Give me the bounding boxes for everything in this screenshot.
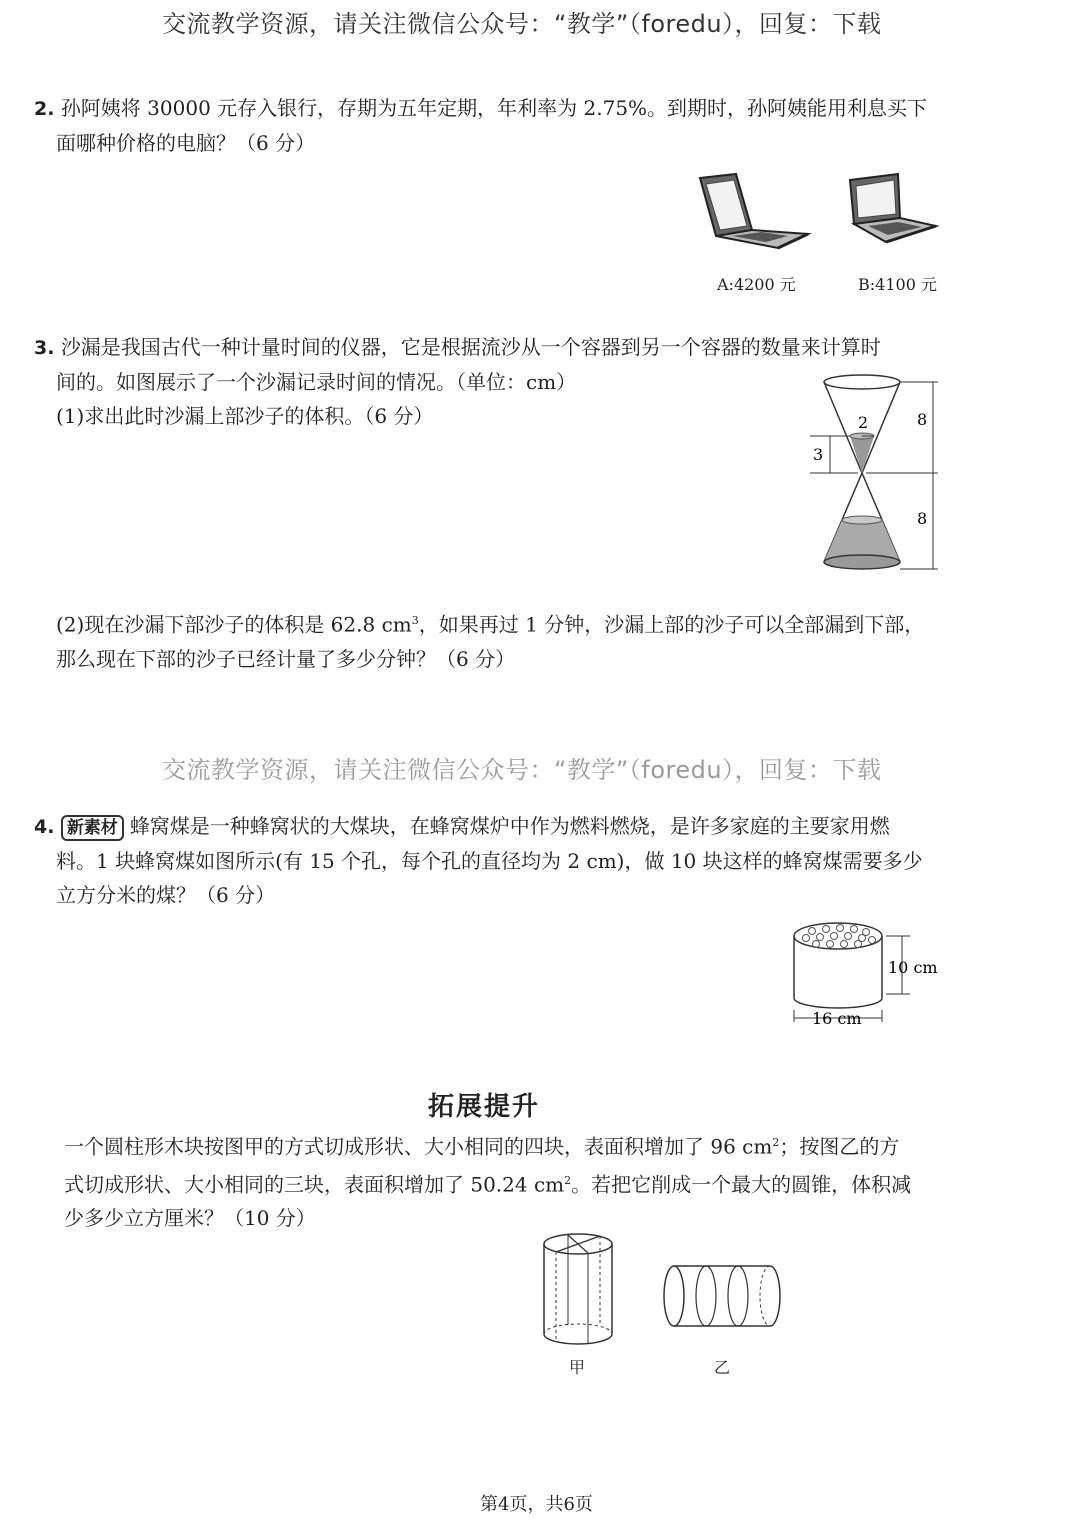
figure-b-label: 乙 bbox=[714, 1358, 731, 1377]
laptop-a-price: A:4200 元 bbox=[717, 275, 796, 294]
question-4-line-2: 料。1 块蜂窝煤如图所示(有 15 个孔，每个孔的直径均为 2 cm)，做 10 块这样的蜂窝煤需要多少 bbox=[56, 849, 923, 873]
question-2-number: 2. bbox=[34, 98, 55, 120]
extension-text-1a: 一个圆柱形木块按图甲的方式切成形状、大小相同的四块，表面积增加了 96 cm bbox=[64, 1134, 773, 1159]
question-3-part-2-text-a: (2)现在沙漏下部沙子的体积是 62.8 cm bbox=[56, 612, 412, 637]
question-3 bbox=[34, 330, 881, 433]
extension-line-1 bbox=[64, 1126, 911, 1164]
extension-text-1b: ；按图乙的方 bbox=[779, 1134, 900, 1159]
question-3-part-2-line-1 bbox=[56, 604, 924, 642]
honeycomb-briquette-figure bbox=[786, 918, 946, 1030]
hourglass-sand-height-label: 3 bbox=[813, 445, 824, 464]
briquette-height-label: 10 cm bbox=[888, 958, 938, 977]
cylinder-figure-b bbox=[660, 1262, 784, 1332]
question-2-line-1 bbox=[34, 91, 927, 126]
extension-text-2a: 式切成形状、大小相同的三块，表面积增加了 50.24 cm bbox=[64, 1172, 565, 1197]
question-3-part-1: (1)求出此时沙漏上部沙子的体积。（6 分） bbox=[56, 404, 434, 428]
question-3-text-1: 沙漏是我国古代一种计量时间的仪器，它是根据流沙从一个容器到另一个容器的数量来计算时 bbox=[60, 335, 881, 359]
figure-a-label: 甲 bbox=[569, 1358, 586, 1377]
watermark-middle: 交流教学资源，请关注微信公众号：“教学”（foredu），回复：下载 bbox=[162, 756, 882, 784]
laptop-b-price: B:4100 元 bbox=[858, 275, 937, 294]
question-4-text-1: 蜂窝煤是一种蜂窝状的大煤块，在蜂窝煤炉中作为燃料燃烧，是许多家庭的主要家用燃 bbox=[129, 814, 890, 838]
question-3-number: 3. bbox=[34, 337, 55, 359]
extension-line-3: 少多少立方厘米？（10 分） bbox=[64, 1206, 316, 1231]
watermark-top: 交流教学资源，请关注微信公众号：“教学”（foredu），回复：下载 bbox=[162, 10, 882, 38]
question-4-line-1 bbox=[34, 809, 923, 844]
cylinder-figure-a bbox=[540, 1230, 620, 1350]
page-number: 第4页，共6页 bbox=[480, 1494, 593, 1515]
question-3-part-2 bbox=[56, 604, 924, 676]
question-3-line-2: 间的。如图展示了一个沙漏记录时间的情况。（单位：cm） bbox=[56, 370, 577, 394]
question-3-part-2-text-b: ，如果再过 1 分钟，沙漏上部的沙子可以全部漏到下部， bbox=[418, 612, 925, 637]
section-title-extension: 拓展提升 bbox=[428, 1092, 541, 1122]
extension-text-2b: 。若把它削成一个最大的圆锥，体积减 bbox=[571, 1172, 912, 1197]
hourglass-radius-label: 2 bbox=[858, 413, 869, 432]
question-4 bbox=[34, 809, 923, 912]
hourglass-bottom-height-label: 8 bbox=[917, 509, 928, 528]
laptop-b-illustration bbox=[846, 172, 940, 246]
question-2-line-2: 面哪种价格的电脑？（6 分） bbox=[56, 131, 316, 155]
question-2-text-1: 孙阿姨将 30000 元存入银行，存期为五年定期，年利率为 2.75%。到期时，孙阿姨能用利息买下 bbox=[60, 96, 928, 120]
question-4-number: 4. bbox=[34, 816, 55, 838]
square-superscript-1: 2 bbox=[772, 1136, 780, 1149]
extension-line-2 bbox=[64, 1164, 911, 1202]
new-material-badge: 新素材 bbox=[61, 815, 124, 841]
square-superscript-2: 2 bbox=[564, 1173, 572, 1187]
hourglass-figure bbox=[806, 372, 946, 577]
briquette-diameter-label: 16 cm bbox=[812, 1009, 862, 1028]
hourglass-top-height-label: 8 bbox=[917, 410, 928, 429]
question-2 bbox=[34, 91, 927, 160]
question-4-line-3: 立方分米的煤？（6 分） bbox=[56, 883, 276, 907]
cubic-superscript: 3 bbox=[411, 614, 419, 627]
extension-question bbox=[64, 1126, 911, 1235]
question-3-part-2-line-2: 那么现在下部的沙子已经计量了多少分钟？（6 分） bbox=[56, 646, 516, 671]
question-3-line-1 bbox=[34, 330, 881, 365]
laptop-a-illustration bbox=[692, 172, 812, 254]
